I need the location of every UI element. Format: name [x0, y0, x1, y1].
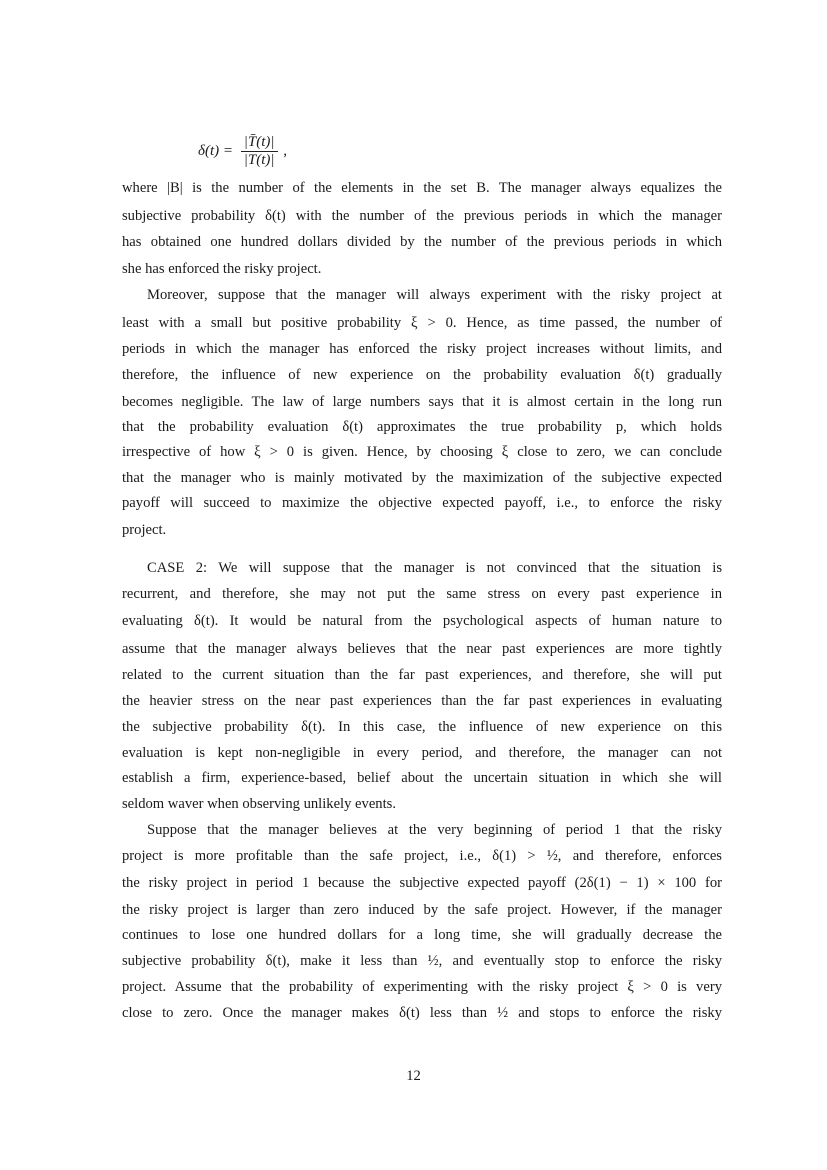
- text-line: Suppose that the manager believes at the very beginning of period 1 that the risky: [147, 822, 722, 838]
- text-line: seldom waver when observing unlikely events.: [122, 796, 396, 812]
- text-line: project.: [122, 522, 167, 538]
- formula-lhs: δ(t) =: [198, 143, 234, 159]
- formula-trail: ,: [283, 143, 288, 159]
- text-line: subjective probability δ(t), make it less than ½, and eventually stop to enforce the risky: [122, 953, 722, 969]
- text-line: irrespective of how ξ > 0 is given. Hence, by choosing ξ close to zero, we can conclude: [122, 444, 722, 460]
- text-line: that the probability evaluation δ(t) approximates the true probability p, which holds: [122, 419, 722, 435]
- text-line: evaluating δ(t). It would be natural from the psychological aspects of human nature to: [122, 613, 722, 629]
- text-line: Moreover, suppose that the manager will always experiment with the risky project at: [147, 287, 722, 303]
- text-line: continues to lose one hundred dollars for a long time, she will gradually decrease the: [122, 927, 722, 943]
- text-line: the risky project is larger than zero induced by the safe project. However, if the manager: [122, 902, 722, 918]
- formula-numerator: |T̄(t)|: [241, 134, 278, 152]
- text-line: she has enforced the risky project.: [122, 261, 322, 277]
- text-line: becomes negligible. The law of large numbers says that it is almost certain in the long run: [122, 394, 722, 410]
- text-line: close to zero. Once the manager makes δ(t) less than ½ and stops to enforce the risky: [122, 1005, 722, 1021]
- text-line: the risky project in period 1 because the subjective expected payoff (2δ(1) − 1) × 100 for: [122, 875, 722, 891]
- formula-denominator: |T(t)|: [243, 152, 275, 168]
- text-line: subjective probability δ(t) with the number of the previous periods in which the manager: [122, 208, 722, 224]
- text-line: CASE 2: We will suppose that the manager is not convinced that the situation is: [147, 560, 722, 576]
- text-line: least with a small but positive probability ξ > 0. Hence, as time passed, the number of: [122, 315, 722, 331]
- formula-fraction: [241, 134, 278, 169]
- text-line: project. Assume that the probability of experimenting with the risky project ξ > 0 is very: [122, 979, 722, 995]
- page-number: 12: [406, 1068, 421, 1084]
- text-line: recurrent, and therefore, she may not put the same stress on every past experience in: [122, 586, 722, 602]
- text-line: that the manager who is mainly motivated by the maximization of the subjective expected: [122, 470, 722, 486]
- text-line: the subjective probability δ(t). In this case, the influence of new experience on this: [122, 719, 722, 735]
- text-line: payoff will succeed to maximize the objective expected payoff, i.e., to enforce the risky: [122, 495, 722, 511]
- text-line: assume that the manager always believes that the near past experiences are more tightly: [122, 641, 722, 657]
- delta-formula: [198, 134, 287, 169]
- text-line: related to the current situation than the far past experiences, and therefore, she will put: [122, 667, 722, 683]
- text-line: evaluation is kept non-negligible in every period, and therefore, the manager can not: [122, 745, 722, 761]
- text-line: establish a firm, experience-based, belief about the uncertain situation in which she will: [122, 770, 722, 786]
- text-line: the heavier stress on the near past experiences than the far past experiences in evaluating: [122, 693, 722, 709]
- text-line: periods in which the manager has enforced the risky project increases without limits, and: [122, 341, 722, 357]
- text-line: project is more profitable than the safe project, i.e., δ(1) > ½, and therefore, enforces: [122, 848, 722, 864]
- text-line: where |B| is the number of the elements in the set B. The manager always equalizes the: [122, 180, 722, 196]
- text-line: therefore, the influence of new experience on the probability evaluation δ(t) gradually: [122, 367, 722, 383]
- text-line: has obtained one hundred dollars divided by the number of the previous periods in which: [122, 234, 722, 250]
